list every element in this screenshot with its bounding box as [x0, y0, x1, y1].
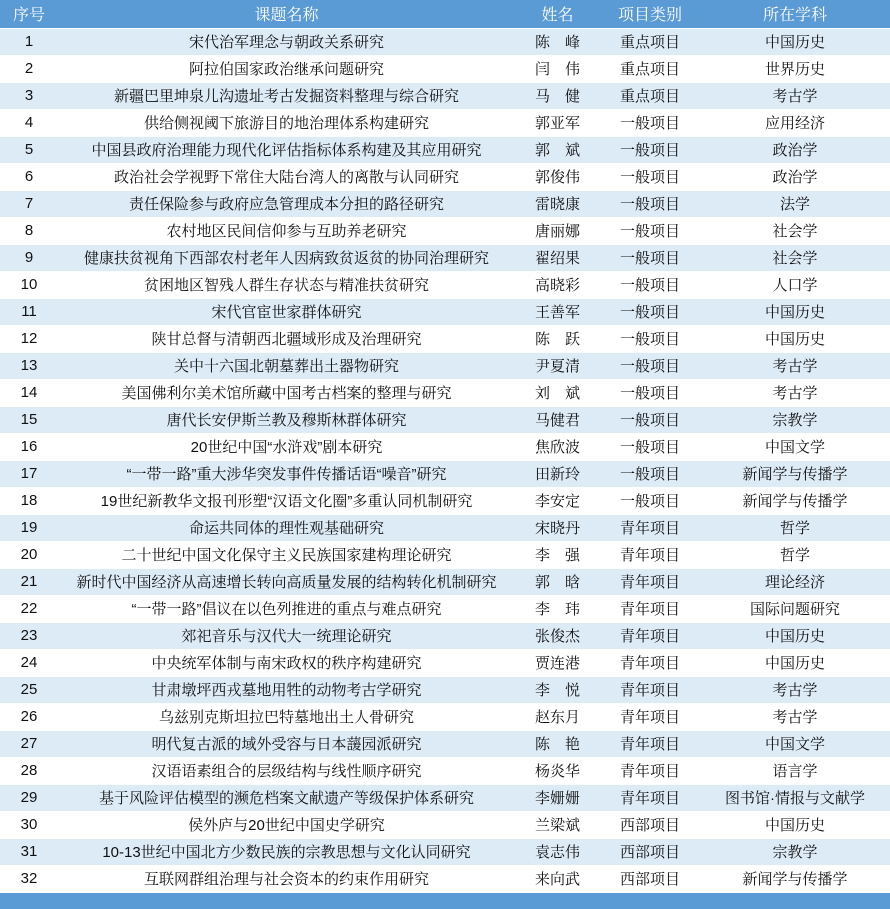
table-row — [0, 757, 890, 784]
cell-category: 重点项目 — [600, 82, 700, 109]
cell-index: 20 — [0, 541, 58, 568]
cell-name: 张俊杰 — [515, 622, 600, 649]
cell-name: 高晓彩 — [515, 271, 600, 298]
cell-name: 雷晓康 — [515, 190, 600, 217]
cell-name: 马 健 — [515, 82, 600, 109]
cell-title: 命运共同体的理性观基础研究 — [58, 514, 515, 541]
cell-index: 23 — [0, 622, 58, 649]
table-row — [0, 487, 890, 514]
table-row — [0, 784, 890, 811]
table-row — [0, 595, 890, 622]
table-row — [0, 811, 890, 838]
table-row — [0, 865, 890, 892]
table-body — [0, 28, 890, 892]
cell-name: 李安定 — [515, 487, 600, 514]
cell-index: 17 — [0, 460, 58, 487]
table-row — [0, 217, 890, 244]
cell-category: 青年项目 — [600, 622, 700, 649]
cell-name: 郭亚军 — [515, 109, 600, 136]
table-row — [0, 460, 890, 487]
table-row — [0, 298, 890, 325]
cell-title: 郊祀音乐与汉代大一统理论研究 — [58, 622, 515, 649]
cell-index: 26 — [0, 703, 58, 730]
cell-index: 11 — [0, 298, 58, 325]
cell-category: 青年项目 — [600, 757, 700, 784]
cell-discipline: 中国历史 — [700, 298, 890, 325]
cell-index: 21 — [0, 568, 58, 595]
cell-discipline: 新闻学与传播学 — [700, 460, 890, 487]
table-row — [0, 109, 890, 136]
cell-index: 1 — [0, 28, 58, 55]
cell-index: 31 — [0, 838, 58, 865]
cell-discipline: 新闻学与传播学 — [700, 865, 890, 892]
cell-category: 青年项目 — [600, 595, 700, 622]
cell-discipline: 中国历史 — [700, 28, 890, 55]
cell-category: 青年项目 — [600, 730, 700, 757]
cell-title: 汉语语素组合的层级结构与线性顺序研究 — [58, 757, 515, 784]
cell-discipline: 哲学 — [700, 541, 890, 568]
cell-discipline: 宗教学 — [700, 406, 890, 433]
cell-name: 闫 伟 — [515, 55, 600, 82]
cell-title: 新时代中国经济从高速增长转向高质量发展的结构转化机制研究 — [58, 568, 515, 595]
cell-name: 李 强 — [515, 541, 600, 568]
cell-title: 侯外庐与20世纪中国史学研究 — [58, 811, 515, 838]
cell-name: 杨炎华 — [515, 757, 600, 784]
cell-title: “一带一路”倡议在以色列推进的重点与难点研究 — [58, 595, 515, 622]
cell-name: 李姗姗 — [515, 784, 600, 811]
cell-name: 田新玲 — [515, 460, 600, 487]
table-row — [0, 136, 890, 163]
cell-discipline: 考古学 — [700, 82, 890, 109]
cell-title: 中央统军体制与南宋政权的秩序构建研究 — [58, 649, 515, 676]
cell-title: 阿拉伯国家政治继承问题研究 — [58, 55, 515, 82]
header-name: 姓名 — [515, 0, 600, 28]
cell-name: 宋晓丹 — [515, 514, 600, 541]
cell-index: 12 — [0, 325, 58, 352]
cell-title: 互联网群组治理与社会资本的约束作用研究 — [58, 865, 515, 892]
cell-category: 一般项目 — [600, 217, 700, 244]
cell-category: 青年项目 — [600, 676, 700, 703]
cell-title: 10-13世纪中国北方少数民族的宗教思想与文化认同研究 — [58, 838, 515, 865]
cell-index: 22 — [0, 595, 58, 622]
cell-index: 10 — [0, 271, 58, 298]
cell-category: 一般项目 — [600, 163, 700, 190]
table-row — [0, 28, 890, 55]
cell-discipline: 考古学 — [700, 703, 890, 730]
cell-discipline: 考古学 — [700, 676, 890, 703]
cell-discipline: 社会学 — [700, 217, 890, 244]
cell-category: 重点项目 — [600, 55, 700, 82]
cell-discipline: 考古学 — [700, 352, 890, 379]
cell-title: 基于风险评估模型的濒危档案文献遗产等级保护体系研究 — [58, 784, 515, 811]
cell-discipline: 新闻学与传播学 — [700, 487, 890, 514]
cell-category: 青年项目 — [600, 784, 700, 811]
cell-discipline: 政治学 — [700, 163, 890, 190]
cell-discipline: 中国历史 — [700, 649, 890, 676]
cell-category: 一般项目 — [600, 298, 700, 325]
cell-title: 20世纪中国“水浒戏”剧本研究 — [58, 433, 515, 460]
cell-title: 明代复古派的域外受容与日本蘐园派研究 — [58, 730, 515, 757]
cell-name: 来向武 — [515, 865, 600, 892]
cell-title: 二十世纪中国文化保守主义民族国家建构理论研究 — [58, 541, 515, 568]
cell-category: 一般项目 — [600, 433, 700, 460]
table-row — [0, 82, 890, 109]
cell-title: 贫困地区智残人群生存状态与精准扶贫研究 — [58, 271, 515, 298]
cell-category: 一般项目 — [600, 325, 700, 352]
cell-title: 唐代长安伊斯兰教及穆斯林群体研究 — [58, 406, 515, 433]
cell-index: 9 — [0, 244, 58, 271]
cell-category: 一般项目 — [600, 136, 700, 163]
cell-category: 西部项目 — [600, 811, 700, 838]
cell-title: 美国佛利尔美术馆所藏中国考古档案的整理与研究 — [58, 379, 515, 406]
table-row — [0, 541, 890, 568]
table-row — [0, 649, 890, 676]
table-row — [0, 325, 890, 352]
cell-index: 4 — [0, 109, 58, 136]
table-row — [0, 703, 890, 730]
cell-category: 西部项目 — [600, 838, 700, 865]
cell-discipline: 政治学 — [700, 136, 890, 163]
cell-index: 14 — [0, 379, 58, 406]
cell-category: 一般项目 — [600, 244, 700, 271]
cell-discipline: 中国历史 — [700, 622, 890, 649]
cell-name: 李 悦 — [515, 676, 600, 703]
cell-name: 赵东月 — [515, 703, 600, 730]
cell-discipline: 中国文学 — [700, 433, 890, 460]
header-index: 序号 — [0, 0, 58, 28]
cell-discipline: 法学 — [700, 190, 890, 217]
cell-index: 3 — [0, 82, 58, 109]
cell-category: 青年项目 — [600, 568, 700, 595]
cell-category: 一般项目 — [600, 190, 700, 217]
cell-index: 29 — [0, 784, 58, 811]
table-row — [0, 271, 890, 298]
cell-title: 宋代治军理念与朝政关系研究 — [58, 28, 515, 55]
header-category: 项目类别 — [600, 0, 700, 28]
table-row — [0, 622, 890, 649]
cell-category: 一般项目 — [600, 406, 700, 433]
cell-discipline: 人口学 — [700, 271, 890, 298]
cell-category: 一般项目 — [600, 271, 700, 298]
cell-name: 兰梁斌 — [515, 811, 600, 838]
cell-discipline: 中国历史 — [700, 811, 890, 838]
cell-discipline: 考古学 — [700, 379, 890, 406]
cell-title: 陕甘总督与清朝西北疆域形成及治理研究 — [58, 325, 515, 352]
cell-name: 郭 斌 — [515, 136, 600, 163]
cell-category: 一般项目 — [600, 460, 700, 487]
cell-name: 王善军 — [515, 298, 600, 325]
header-discipline: 所在学科 — [700, 0, 890, 28]
table-row — [0, 163, 890, 190]
cell-category: 重点项目 — [600, 28, 700, 55]
header-row — [0, 0, 890, 28]
table-row — [0, 379, 890, 406]
table-row — [0, 433, 890, 460]
cell-discipline: 应用经济 — [700, 109, 890, 136]
header-title: 课题名称 — [58, 0, 515, 28]
cell-category: 西部项目 — [600, 865, 700, 892]
cell-title: 乌兹别克斯坦拉巴特墓地出土人骨研究 — [58, 703, 515, 730]
cell-index: 7 — [0, 190, 58, 217]
cell-name: 焦欣波 — [515, 433, 600, 460]
cell-category: 一般项目 — [600, 487, 700, 514]
cell-category: 一般项目 — [600, 379, 700, 406]
cell-name: 郭俊伟 — [515, 163, 600, 190]
cell-name: 陈 峰 — [515, 28, 600, 55]
cell-title: 责任保险参与政府应急管理成本分担的路径研究 — [58, 190, 515, 217]
cell-category: 一般项目 — [600, 352, 700, 379]
table-row — [0, 676, 890, 703]
cell-category: 一般项目 — [600, 109, 700, 136]
cell-title: 政治社会学视野下常住大陆台湾人的离散与认同研究 — [58, 163, 515, 190]
cell-name: 贾连港 — [515, 649, 600, 676]
cell-index: 13 — [0, 352, 58, 379]
table-row — [0, 730, 890, 757]
cell-index: 5 — [0, 136, 58, 163]
cell-discipline: 中国文学 — [700, 730, 890, 757]
cell-discipline: 宗教学 — [700, 838, 890, 865]
cell-index: 25 — [0, 676, 58, 703]
cell-title: 新疆巴里坤泉儿沟遗址考古发掘资料整理与综合研究 — [58, 82, 515, 109]
cell-name: 翟绍果 — [515, 244, 600, 271]
cell-discipline: 理论经济 — [700, 568, 890, 595]
cell-category: 青年项目 — [600, 649, 700, 676]
cell-discipline: 语言学 — [700, 757, 890, 784]
cell-index: 30 — [0, 811, 58, 838]
cell-index: 28 — [0, 757, 58, 784]
cell-category: 青年项目 — [600, 514, 700, 541]
cell-discipline: 社会学 — [700, 244, 890, 271]
cell-name: 尹夏清 — [515, 352, 600, 379]
table-row — [0, 406, 890, 433]
cell-name: 李 玮 — [515, 595, 600, 622]
cell-index: 27 — [0, 730, 58, 757]
cell-name: 袁志伟 — [515, 838, 600, 865]
cell-title: 关中十六国北朝墓葬出土器物研究 — [58, 352, 515, 379]
table-row — [0, 55, 890, 82]
cell-discipline: 世界历史 — [700, 55, 890, 82]
cell-index: 6 — [0, 163, 58, 190]
cell-index: 16 — [0, 433, 58, 460]
cell-index: 24 — [0, 649, 58, 676]
cell-category: 青年项目 — [600, 541, 700, 568]
table-row — [0, 352, 890, 379]
table-row — [0, 838, 890, 865]
cell-index: 15 — [0, 406, 58, 433]
table-row — [0, 190, 890, 217]
cell-name: 唐丽娜 — [515, 217, 600, 244]
table-row — [0, 514, 890, 541]
cell-name: 陈 艳 — [515, 730, 600, 757]
cell-name: 马健君 — [515, 406, 600, 433]
cell-title: “一带一路”重大涉华突发事件传播话语“噪音”研究 — [58, 460, 515, 487]
table-footer-bar — [0, 893, 890, 909]
cell-index: 19 — [0, 514, 58, 541]
cell-title: 中国县政府治理能力现代化评估指标体系构建及其应用研究 — [58, 136, 515, 163]
cell-discipline: 图书馆·情报与文献学 — [700, 784, 890, 811]
cell-name: 郭 晗 — [515, 568, 600, 595]
cell-title: 甘肃墩坪西戎墓地用牲的动物考古学研究 — [58, 676, 515, 703]
cell-name: 刘 斌 — [515, 379, 600, 406]
table-row — [0, 568, 890, 595]
cell-category: 青年项目 — [600, 703, 700, 730]
cell-discipline: 哲学 — [700, 514, 890, 541]
cell-discipline: 中国历史 — [700, 325, 890, 352]
cell-title: 健康扶贫视角下西部农村老年人因病致贫返贫的协同治理研究 — [58, 244, 515, 271]
cell-title: 农村地区民间信仰参与互助养老研究 — [58, 217, 515, 244]
cell-index: 8 — [0, 217, 58, 244]
cell-discipline: 国际问题研究 — [700, 595, 890, 622]
cell-title: 19世纪新教华文报刊形塑“汉语文化圈”多重认同机制研究 — [58, 487, 515, 514]
table-row — [0, 244, 890, 271]
cell-title: 供给侧视阈下旅游目的地治理体系构建研究 — [58, 109, 515, 136]
cell-title: 宋代官宦世家群体研究 — [58, 298, 515, 325]
cell-index: 18 — [0, 487, 58, 514]
cell-index: 32 — [0, 865, 58, 892]
cell-name: 陈 跃 — [515, 325, 600, 352]
cell-index: 2 — [0, 55, 58, 82]
